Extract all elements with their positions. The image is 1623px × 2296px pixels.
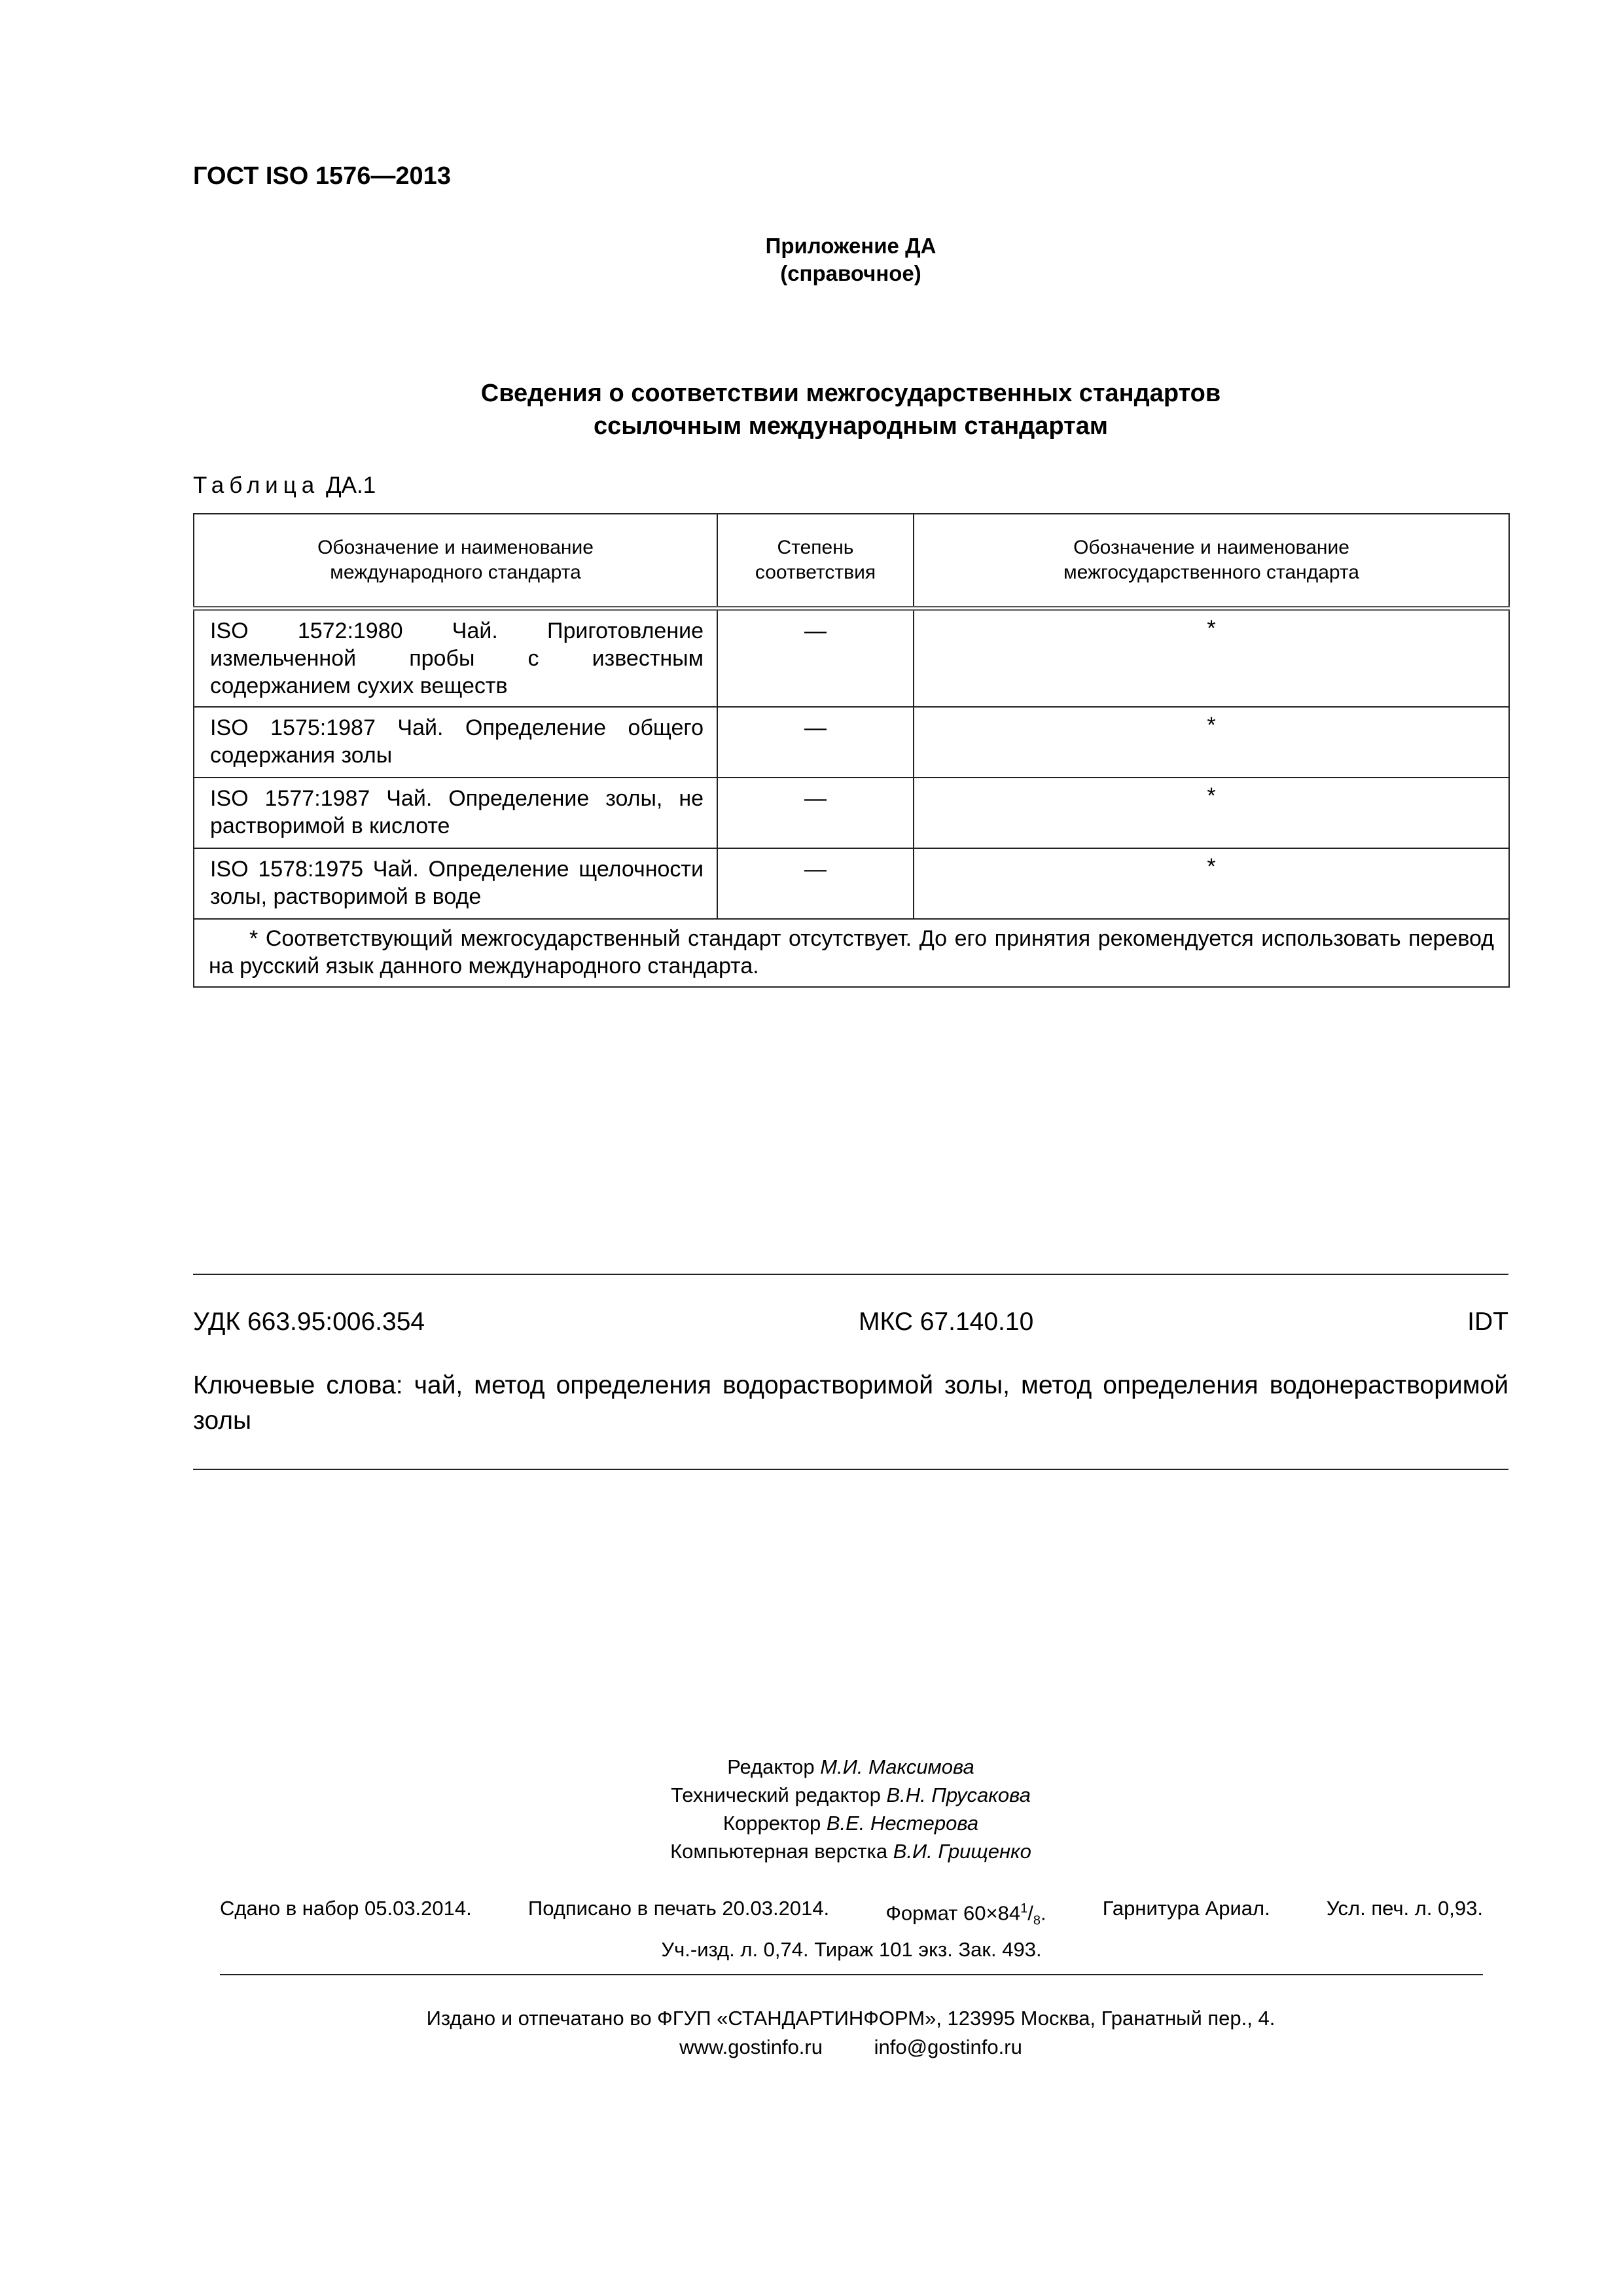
- credit-editor: [0, 1753, 1623, 1781]
- publisher-links: [0, 2033, 1623, 2062]
- print-sheets: Усл. печ. л. 0,93.: [1326, 1897, 1483, 1920]
- cell-interstate: *: [914, 609, 1509, 708]
- table-row: [194, 778, 1509, 848]
- header-col1-line2: международного стандарта: [330, 562, 581, 583]
- cell-interstate: *: [914, 707, 1509, 778]
- credit-layout-name: В.И. Грищенко: [893, 1840, 1031, 1863]
- table-label-word: Таблица: [193, 473, 320, 498]
- credit-editor-name: М.И. Максимова: [820, 1755, 974, 1778]
- print-format-sup: 1: [1020, 1901, 1028, 1916]
- print-font: Гарнитура Ариал.: [1102, 1897, 1270, 1920]
- header-col2-line1: Степень: [777, 537, 854, 558]
- table-footnote-row: [194, 919, 1509, 987]
- divider-publisher: [220, 1974, 1483, 1975]
- header-col3-line1: Обозначение и наименование: [1073, 537, 1349, 558]
- print-format-sub: 8: [1033, 1913, 1041, 1928]
- print-typeset: Сдано в набор 05.03.2014.: [220, 1897, 472, 1920]
- cell-international: ISO 1575:1987 Чай. Определение общего содержания золы: [194, 707, 717, 778]
- print-format-prefix: Формат 60×84: [885, 1901, 1021, 1925]
- table-label: [193, 473, 376, 499]
- section-title: [0, 377, 1623, 442]
- cell-interstate: *: [914, 778, 1509, 848]
- credit-corrector: [0, 1809, 1623, 1837]
- udk-code: УДК 663.95:006.354: [193, 1308, 425, 1336]
- document-code: ГОСТ ISO 1576—2013: [193, 162, 451, 190]
- keywords: Ключевые слова: чай, метод определения водорастворимой золы, метод определения водонерастворимой золы: [193, 1371, 1508, 1435]
- print-info-line2: Уч.-изд. л. 0,74. Тираж 101 экз. Зак. 493.: [661, 1937, 1042, 1961]
- correspondence-table: [193, 513, 1510, 988]
- table-row: [194, 609, 1509, 708]
- cell-international: ISO 1572:1980 Чай. Приготовление измельченной пробы с известным содержанием сухих веществ: [194, 609, 717, 708]
- credit-tech-editor: [0, 1781, 1623, 1809]
- cell-degree: —: [717, 778, 914, 848]
- publisher-block: [0, 2004, 1623, 2062]
- header-degree: [717, 514, 914, 609]
- idt-label: IDT: [1467, 1308, 1508, 1336]
- table-footnote: * Соответствующий межгосударственный стандарт отсутствует. До его принятия рекомендуется использовать перевод на русский язык данного международного стандарта.: [194, 919, 1509, 987]
- section-title-line1: Сведения о соответствии межгосударственных стандартов: [480, 380, 1221, 407]
- credit-layout: [0, 1837, 1623, 1865]
- table-row: [194, 848, 1509, 919]
- cell-degree: —: [717, 707, 914, 778]
- publisher-site-link[interactable]: www.gostinfo.ru: [679, 2036, 823, 2058]
- appendix-title: Приложение ДА: [765, 234, 936, 258]
- cell-international: ISO 1577:1987 Чай. Определение золы, не растворимой в кислоте: [194, 778, 717, 848]
- cell-international: ISO 1578:1975 Чай. Определение щелочности золы, растворимой в воде: [194, 848, 717, 919]
- credit-tech-editor-name: В.Н. Прусакова: [886, 1784, 1031, 1806]
- header-col2-line2: соответствия: [755, 562, 876, 583]
- cell-degree: —: [717, 848, 914, 919]
- appendix-subtitle: (справочное): [780, 261, 921, 285]
- header-international-standard: [194, 514, 717, 609]
- header-col1-line1: Обозначение и наименование: [317, 537, 594, 558]
- cell-interstate: *: [914, 848, 1509, 919]
- credit-editor-label: Редактор: [727, 1755, 815, 1778]
- print-info: [220, 1894, 1483, 1964]
- divider-bottom: [193, 1469, 1508, 1470]
- print-signed: Подписано в печать 20.03.2014.: [527, 1897, 830, 1920]
- section-title-line2: ссылочным международным стандартам: [593, 412, 1108, 440]
- mks-code: МКС 67.140.10: [859, 1308, 1034, 1336]
- appendix-heading: [0, 232, 1623, 287]
- table-row: [194, 707, 1509, 778]
- print-info-line1: [220, 1894, 1483, 1935]
- divider-top: [193, 1274, 1508, 1275]
- credit-corrector-label: Корректор: [722, 1812, 821, 1835]
- publisher-email-link[interactable]: info@gostinfo.ru: [874, 2036, 1022, 2058]
- credit-tech-editor-label: Технический редактор: [671, 1784, 881, 1806]
- credits-block: [0, 1753, 1623, 1865]
- cell-degree: —: [717, 609, 914, 708]
- header-interstate-standard: [914, 514, 1509, 609]
- credit-layout-label: Компьютерная верстка: [670, 1840, 888, 1863]
- header-col3-line2: межгосударственного стандарта: [1063, 562, 1359, 583]
- credit-corrector-name: В.Е. Нестерова: [826, 1812, 979, 1835]
- print-format: Формат $60\times 84^1/_8$.: [885, 1901, 1046, 1928]
- table-label-number: ДА.1: [325, 473, 376, 498]
- publisher-line: Издано и отпечатано во ФГУП «СТАНДАРТИНФОРМ», 123995 Москва, Гранатный пер., 4.: [426, 2007, 1275, 2030]
- table-header-row: [194, 514, 1509, 609]
- print-format-suffix: .: [1041, 1901, 1046, 1925]
